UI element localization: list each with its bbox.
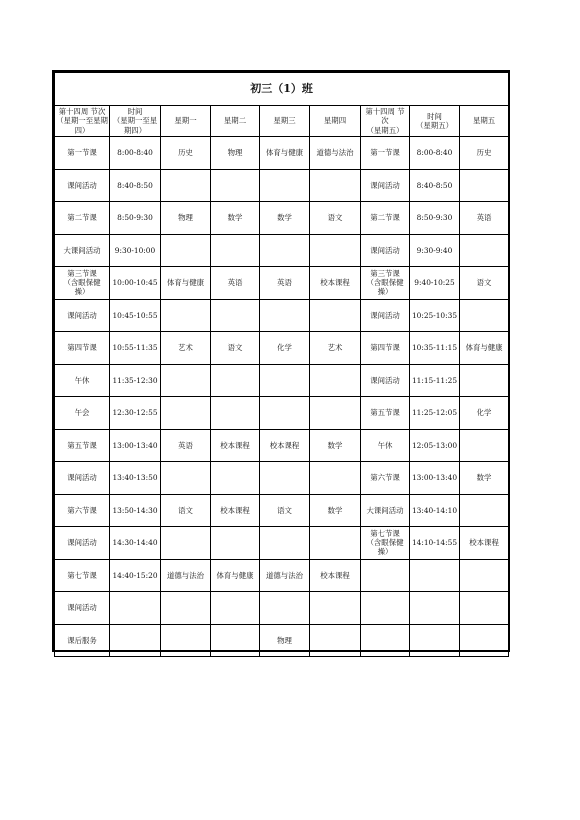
column-header: 星期五 xyxy=(460,106,509,137)
table-cell: 历史 xyxy=(460,137,509,170)
table-cell xyxy=(361,559,410,592)
table-cell xyxy=(211,234,260,267)
table-cell: 10:35-11:15 xyxy=(410,332,460,365)
table-cell xyxy=(260,299,310,332)
table-cell xyxy=(361,624,410,657)
table-cell: 13:40-13:50 xyxy=(110,462,161,495)
table-cell: 8:00-8:40 xyxy=(110,137,161,170)
table-cell: 课间活动 xyxy=(55,592,110,625)
table-cell xyxy=(211,299,260,332)
table-cell: 13:00-13:40 xyxy=(110,429,161,462)
table-cell: 英语 xyxy=(460,202,509,235)
table-cell: 8:00-8:40 xyxy=(410,137,460,170)
table-cell xyxy=(310,527,361,560)
table-row xyxy=(55,299,509,332)
table-cell xyxy=(110,624,161,657)
table-cell: 第五节课 xyxy=(55,429,110,462)
table-cell: 道德与法治 xyxy=(310,137,361,170)
timetable xyxy=(54,72,509,657)
table-cell: 化学 xyxy=(260,332,310,365)
table-cell: 英语 xyxy=(211,267,260,300)
table-row xyxy=(55,624,509,657)
table-cell: 英语 xyxy=(260,267,310,300)
table-cell: 课间活动 xyxy=(55,299,110,332)
table-cell: 8:40-8:50 xyxy=(110,169,161,202)
table-cell: 12:30-12:55 xyxy=(110,397,161,430)
table-row xyxy=(55,527,509,560)
table-cell xyxy=(310,364,361,397)
table-cell: 大课间活动 xyxy=(361,494,410,527)
table-cell: 10:00-10:45 xyxy=(110,267,161,300)
table-cell xyxy=(310,299,361,332)
table-cell: 8:50-9:30 xyxy=(410,202,460,235)
table-cell: 第二节课 xyxy=(55,202,110,235)
table-cell: 课间活动 xyxy=(55,462,110,495)
table-cell: 历史 xyxy=(161,137,211,170)
table-cell: 第六节课 xyxy=(55,494,110,527)
table-cell: 第四节课 xyxy=(55,332,110,365)
table-cell: 数学 xyxy=(310,494,361,527)
table-cell: 道德与法治 xyxy=(260,559,310,592)
table-cell: 第三节课 （含眼保健 操） xyxy=(55,267,110,300)
table-cell: 校本课程 xyxy=(211,494,260,527)
table-row xyxy=(55,592,509,625)
timetable-sheet xyxy=(52,70,510,652)
table-cell xyxy=(260,169,310,202)
table-cell: 13:40-14:10 xyxy=(410,494,460,527)
table-row xyxy=(55,137,509,170)
table-cell xyxy=(310,624,361,657)
column-header: 时间 （星期一至星期四） xyxy=(110,106,161,137)
table-row xyxy=(55,429,509,462)
table-cell: 体育与健康 xyxy=(460,332,509,365)
table-cell xyxy=(460,494,509,527)
table-cell xyxy=(460,169,509,202)
table-cell: 校本课程 xyxy=(460,527,509,560)
table-row xyxy=(55,202,509,235)
table-cell: 数学 xyxy=(211,202,260,235)
table-cell xyxy=(161,462,211,495)
table-cell: 14:40-15:20 xyxy=(110,559,161,592)
table-cell: 11:25-12:05 xyxy=(410,397,460,430)
table-cell xyxy=(310,462,361,495)
table-cell: 数学 xyxy=(260,202,310,235)
table-cell xyxy=(211,527,260,560)
table-cell xyxy=(460,364,509,397)
table-cell xyxy=(161,299,211,332)
table-cell xyxy=(460,429,509,462)
page-title: 初三（1）班 xyxy=(55,73,509,106)
table-cell xyxy=(260,234,310,267)
table-cell xyxy=(161,234,211,267)
table-cell: 物理 xyxy=(260,624,310,657)
table-cell xyxy=(161,592,211,625)
column-header: 星期三 xyxy=(260,106,310,137)
table-cell: 午休 xyxy=(55,364,110,397)
table-cell xyxy=(211,397,260,430)
table-cell: 午会 xyxy=(55,397,110,430)
table-cell: 14:10-14:55 xyxy=(410,527,460,560)
table-cell: 第七节课 xyxy=(55,559,110,592)
table-cell xyxy=(361,592,410,625)
table-cell: 语文 xyxy=(310,202,361,235)
table-cell: 8:40-8:50 xyxy=(410,169,460,202)
table-cell: 艺术 xyxy=(161,332,211,365)
table-cell: 大课间活动 xyxy=(55,234,110,267)
table-cell: 课间活动 xyxy=(361,169,410,202)
table-row xyxy=(55,494,509,527)
table-cell xyxy=(260,397,310,430)
table-cell: 课间活动 xyxy=(55,169,110,202)
table-cell xyxy=(410,624,460,657)
table-cell xyxy=(260,364,310,397)
table-cell xyxy=(310,169,361,202)
table-cell: 13:50-14:30 xyxy=(110,494,161,527)
table-cell: 语文 xyxy=(460,267,509,300)
column-header: 第十四周 节次 （星期五） xyxy=(361,106,410,137)
table-cell: 课间活动 xyxy=(361,234,410,267)
table-cell xyxy=(211,364,260,397)
table-cell: 课间活动 xyxy=(361,299,410,332)
table-cell xyxy=(161,527,211,560)
column-header: 第十四周 节次 （星期一至星期四） xyxy=(56,107,108,135)
table-cell: 数学 xyxy=(460,462,509,495)
table-cell xyxy=(161,397,211,430)
table-cell: 13:00-13:40 xyxy=(410,462,460,495)
table-cell: 午休 xyxy=(361,429,410,462)
table-cell: 化学 xyxy=(460,397,509,430)
table-cell xyxy=(460,299,509,332)
table-row xyxy=(55,462,509,495)
table-cell: 道德与法治 xyxy=(161,559,211,592)
table-cell: 11:15-11:25 xyxy=(410,364,460,397)
table-row xyxy=(55,234,509,267)
table-cell: 第二节课 xyxy=(361,202,410,235)
table-cell: 10:25-10:35 xyxy=(410,299,460,332)
table-cell: 英语 xyxy=(161,429,211,462)
table-cell: 课后服务 xyxy=(55,624,110,657)
table-cell xyxy=(410,559,460,592)
table-cell xyxy=(161,624,211,657)
table-cell: 物理 xyxy=(211,137,260,170)
table-cell xyxy=(460,624,509,657)
table-cell: 12:05-13:00 xyxy=(410,429,460,462)
table-cell: 体育与健康 xyxy=(161,267,211,300)
table-cell xyxy=(161,364,211,397)
column-header: 星期四 xyxy=(310,106,361,137)
table-cell xyxy=(260,592,310,625)
table-cell: 艺术 xyxy=(310,332,361,365)
table-cell: 体育与健康 xyxy=(211,559,260,592)
table-cell: 第五节课 xyxy=(361,397,410,430)
table-cell xyxy=(260,527,310,560)
table-cell: 9:30-9:40 xyxy=(410,234,460,267)
table-cell: 校本课程 xyxy=(310,559,361,592)
table-cell xyxy=(460,234,509,267)
table-cell xyxy=(460,592,509,625)
table-cell: 第六节课 xyxy=(361,462,410,495)
table-row xyxy=(55,332,509,365)
table-cell: 数学 xyxy=(310,429,361,462)
table-cell: 语文 xyxy=(161,494,211,527)
table-cell: 8:50-9:30 xyxy=(110,202,161,235)
table-cell: 9:30-10:00 xyxy=(110,234,161,267)
table-row xyxy=(55,364,509,397)
table-cell: 第一节课 xyxy=(55,137,110,170)
table-cell: 11:35-12:30 xyxy=(110,364,161,397)
table-cell xyxy=(310,592,361,625)
table-cell: 第四节课 xyxy=(361,332,410,365)
table-cell xyxy=(161,169,211,202)
table-cell xyxy=(211,462,260,495)
table-row xyxy=(55,397,509,430)
table-cell: 第七节课 （含眼保健 操） xyxy=(361,527,410,560)
column-header: 时间 （星期五） xyxy=(410,106,460,137)
table-cell xyxy=(260,462,310,495)
table-cell: 校本课程 xyxy=(260,429,310,462)
table-cell: 第一节课 xyxy=(361,137,410,170)
table-cell xyxy=(310,234,361,267)
column-header: 星期二 xyxy=(211,106,260,137)
table-cell xyxy=(460,559,509,592)
table-row xyxy=(55,559,509,592)
table-cell: 课间活动 xyxy=(361,364,410,397)
table-cell xyxy=(211,624,260,657)
table-cell: 物理 xyxy=(161,202,211,235)
table-cell: 语文 xyxy=(260,494,310,527)
table-row xyxy=(55,169,509,202)
table-cell: 课间活动 xyxy=(55,527,110,560)
table-cell: 10:55-11:35 xyxy=(110,332,161,365)
table-row xyxy=(55,267,509,300)
table-cell: 第三节课 （含眼保健 操） xyxy=(361,267,410,300)
table-cell xyxy=(211,592,260,625)
table-cell xyxy=(310,397,361,430)
table-cell xyxy=(211,169,260,202)
table-cell: 体育与健康 xyxy=(260,137,310,170)
table-cell: 10:45-10:55 xyxy=(110,299,161,332)
table-cell: 校本课程 xyxy=(211,429,260,462)
table-cell xyxy=(110,592,161,625)
column-header: 星期一 xyxy=(161,106,211,137)
table-cell: 校本课程 xyxy=(310,267,361,300)
table-cell: 14:30-14:40 xyxy=(110,527,161,560)
table-cell xyxy=(410,592,460,625)
table-cell: 9:40-10:25 xyxy=(410,267,460,300)
table-cell: 语文 xyxy=(211,332,260,365)
